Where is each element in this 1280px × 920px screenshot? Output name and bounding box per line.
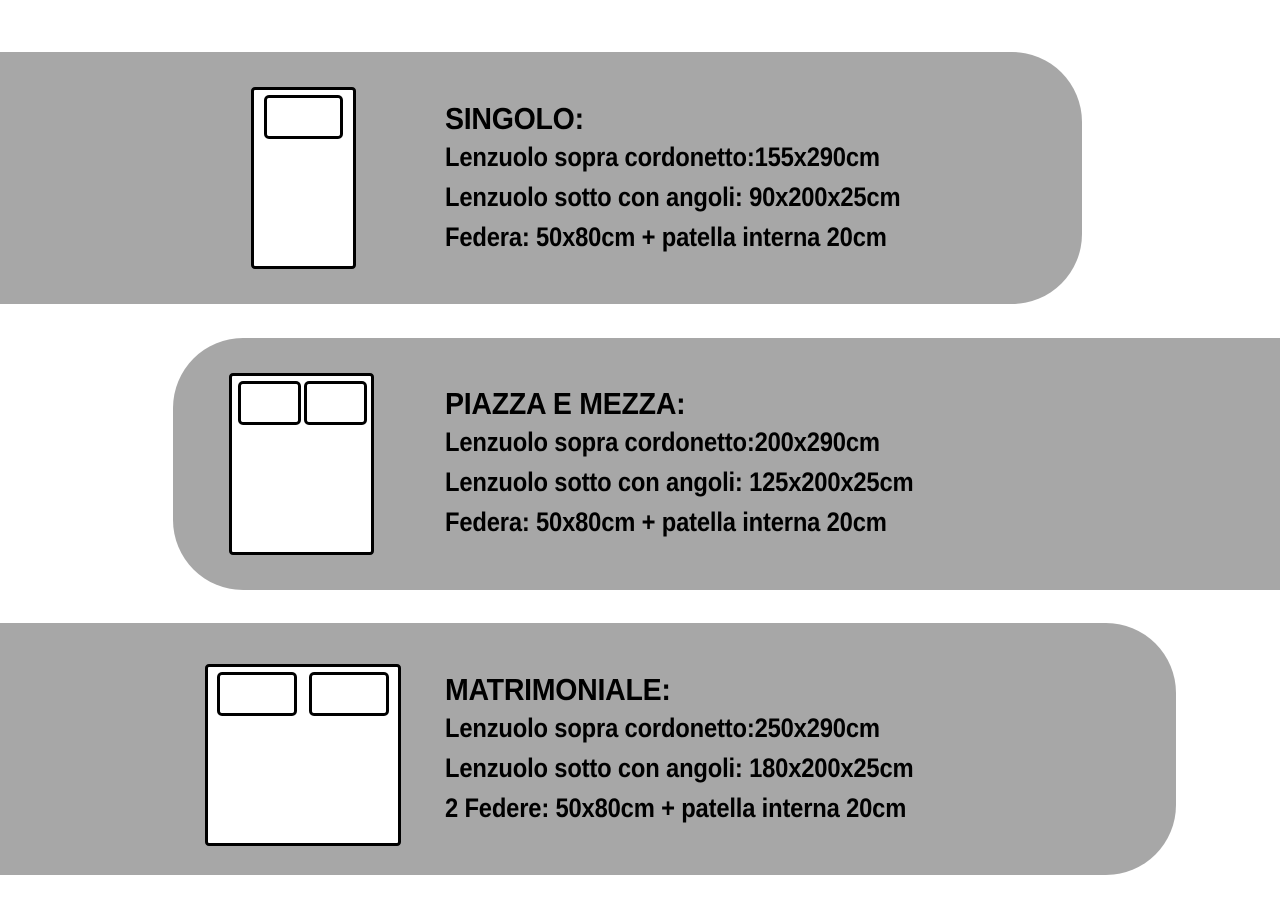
double-bed-icon: [205, 664, 401, 846]
single-bed-icon: [251, 87, 356, 269]
pillow-icon: [304, 381, 367, 425]
section-title: MATRIMONIALE:: [445, 672, 671, 707]
pillow-icon: [238, 381, 301, 425]
spec-line: Lenzuolo sotto con angoli: 180x200x25cm: [445, 753, 914, 783]
pillow-icon: [309, 672, 389, 716]
spec-line: Federa: 50x80cm + patella interna 20cm: [445, 222, 887, 252]
section-title: SINGOLO:: [445, 101, 584, 136]
spec-line: Lenzuolo sotto con angoli: 125x200x25cm: [445, 467, 914, 497]
spec-line: Lenzuolo sopra cordonetto:250x290cm: [445, 713, 880, 743]
pillow-icon: [264, 95, 343, 139]
spec-line: Lenzuolo sopra cordonetto:155x290cm: [445, 142, 880, 172]
spec-line: Lenzuolo sopra cordonetto:200x290cm: [445, 427, 880, 457]
section-matrimoniale-text: [445, 672, 977, 828]
spec-line: 2 Federe: 50x80cm + patella interna 20cm: [445, 793, 907, 823]
spec-line: Federa: 50x80cm + patella interna 20cm: [445, 507, 887, 537]
section-title: PIAZZA E MEZZA:: [445, 386, 686, 421]
section-piazza-e-mezza-text: [445, 386, 977, 542]
one-and-half-bed-icon: [229, 373, 374, 555]
pillow-icon: [217, 672, 297, 716]
spec-line: Lenzuolo sotto con angoli: 90x200x25cm: [445, 182, 901, 212]
section-singolo-text: [445, 101, 963, 257]
